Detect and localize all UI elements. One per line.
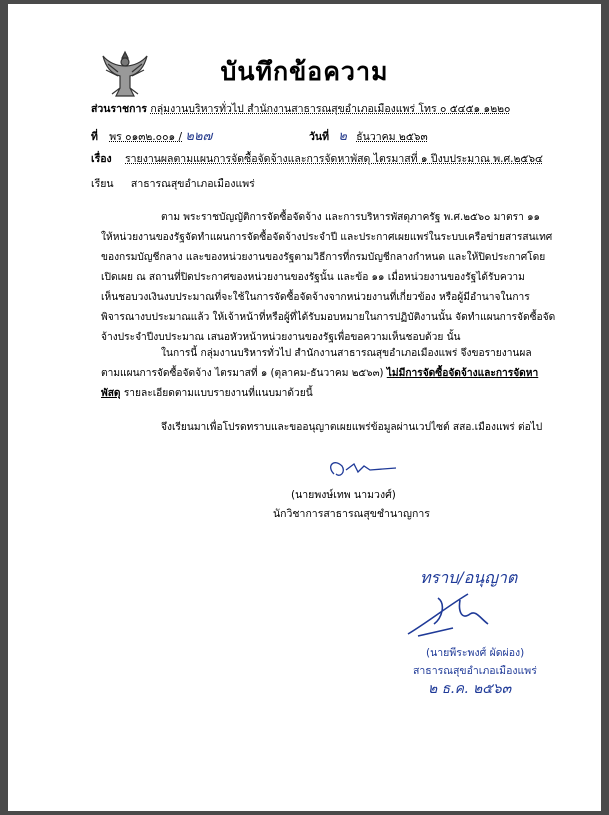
p1-line: ตาม พระราชบัญญัติการจัดซื้อจัดจ้าง และการบริหารพัสดุภาครัฐ พ.ศ.๒๕๖๐ มาตรา ๑๑ (161, 212, 541, 223)
p2-line (101, 364, 557, 384)
p1-line: จ้างประจำปีงบประมาณ เสนอหัวหน้าหน่วยงานของรัฐเพื่อขอความเห็นชอบด้วย นั้น (101, 332, 461, 343)
ref-value: พร ๐๑๓๒.๐๐๑ / (109, 131, 183, 143)
agency-row (91, 100, 510, 117)
approver-signature-icon (398, 584, 508, 644)
agency-value: กลุ่มงานบริหารทั่วไป สำนักงานสาธารณสุขอำเภอเมืองแพร่ โทร ๐ ๕๔๕๑ ๑๒๒๐ (150, 103, 511, 115)
subject-value: รายงานผลตามแผนการจัดซื้อจัดจ้างและการจัดหาพัสดุ ไตรมาสที่ ๑ ปีงบประมาณ พ.ศ.๒๕๖๔ (125, 153, 543, 165)
date-value: ธันวาคม ๒๕๖๓ (356, 131, 428, 143)
approval-date: ๒ ธ.ค. ๒๕๖๓ (428, 681, 512, 697)
subject-label: เรื่อง (91, 153, 112, 165)
approver-name: (นายพีระพงศ์ ผัดผ่อง) (426, 647, 525, 659)
p2-line2-emphasis: ไม่มีการจัดซื้อจัดจ้างและการจัดหา (386, 368, 539, 379)
p1-line: เปิดเผย ณ สถานที่ปิดประกาศของหน่วยงานของรัฐนั้น และข้อ ๑๑ เมื่อหน่วยงานของรัฐได้รับความ (101, 272, 525, 283)
to-row (91, 175, 255, 192)
ref-number-handwritten: ๒๒๗ (185, 129, 213, 144)
p2-line2-text: ตามแผนการจัดซื้อจัดจ้าง ไตรมาสที่ ๑ (ตุลาคม-ธันวาคม ๒๕๖๓) (101, 368, 384, 379)
p2-line (101, 384, 557, 404)
p1-line: พิจารณางบประมาณแล้ว ให้เจ้าหน้าที่หรือผู้ที่ได้รับมอบหมายในการปฏิบัติงานนั้น จัดทำแผนการจัดซื้อจัด (101, 312, 556, 323)
date-day-handwritten: ๒ (338, 129, 347, 144)
to-value: สาธารณสุขอำเภอเมืองแพร่ (130, 178, 255, 190)
date-label: วันที่ (309, 131, 329, 143)
p2-line: ในการนี้ กลุ่มงานบริหารทั่วไป สำนักงานสาธารณสุขอำเภอเมืองแพร่ จึงขอรายงานผล (161, 348, 532, 359)
to-label: เรียน (91, 178, 114, 190)
p3-line: จึงเรียนมาเพื่อโปรดทราบและขออนุญาตเผยแพร่ข้อมูลผ่านเวปไซต์ สสอ.เมืองแพร่ ต่อไป (161, 422, 543, 433)
signer-name: (นายพงษ์เทพ นามวงศ์) (291, 489, 396, 501)
p2-line3-emphasis: พัสดุ (101, 388, 121, 399)
paragraph-3 (101, 418, 557, 438)
subject-row (91, 150, 543, 167)
memo-page (8, 4, 601, 811)
ref-date-row (91, 125, 541, 146)
approver-position: สาธารณสุขอำเภอเมืองแพร่ (413, 665, 537, 677)
paragraph-2 (101, 344, 557, 404)
signer-position: นักวิชาการสาธารณสุขชำนาญการ (273, 508, 430, 520)
paragraph-1 (101, 208, 557, 348)
p1-line: เห็นชอบวงเงินงบประมาณที่จะใช้ในการจัดซื้อจัดจ้างจากหน่วยงานที่เกี่ยวข้อง หรือผู้มีอำนาจในการ (101, 292, 530, 303)
p2-line3-text: รายละเอียดตามแบบรายงานที่แนบมาด้วยนี้ (123, 388, 313, 399)
p1-line: ของกรมบัญชีกลาง และของหน่วยงานของรัฐตามวิธีการที่กรมบัญชีกลางกำหนด และให้ปิดประกาศโดย (101, 252, 546, 263)
memo-title: บันทึกข้อความ (220, 57, 389, 86)
p1-line: ให้หน่วยงานของรัฐจัดทำแผนการจัดซื้อจัดจ้างประจำปี และประกาศเผยแพร่ในระบบเครือข่ายสารสนเทศ (101, 232, 553, 243)
signer-signature-icon (324, 456, 404, 486)
agency-label: ส่วนราชการ (91, 103, 148, 115)
ref-label: ที่ (91, 131, 98, 143)
approval-note: ทราบ/อนุญาต (420, 568, 518, 587)
